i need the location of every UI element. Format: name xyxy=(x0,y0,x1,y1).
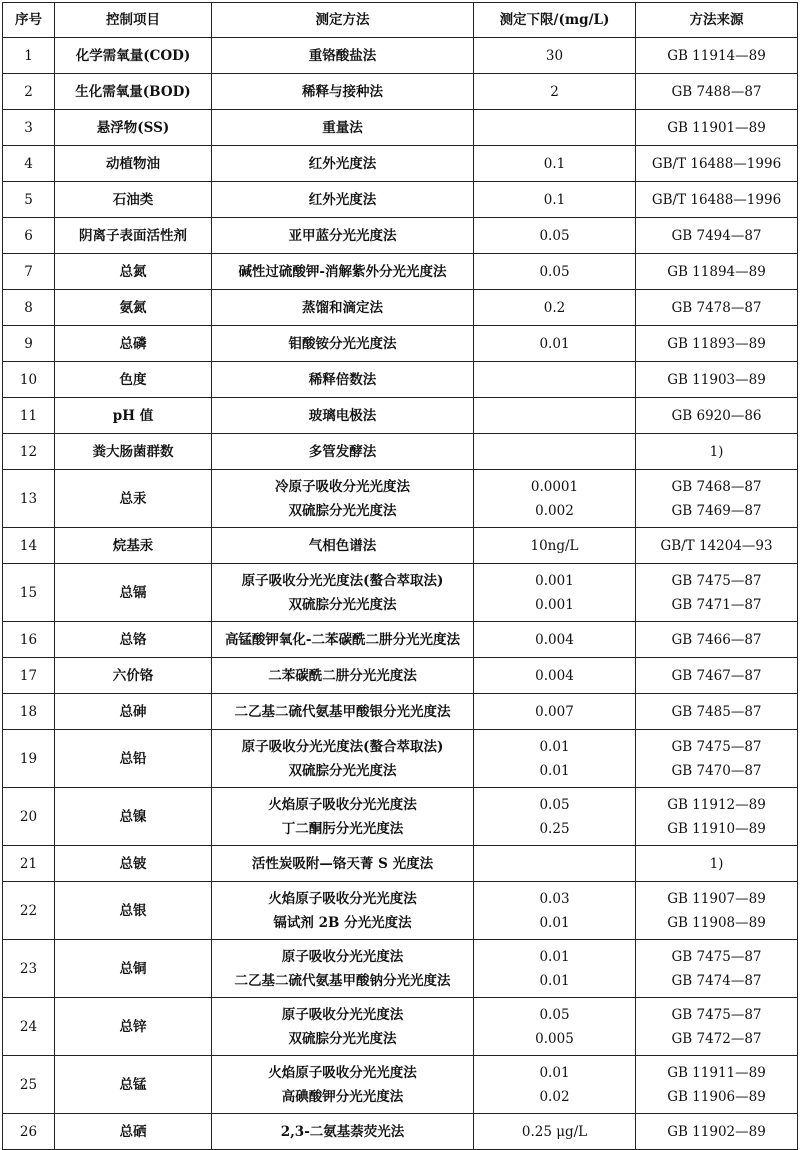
method-source xyxy=(636,218,798,254)
detection-limit xyxy=(474,622,636,658)
control-item: 总铅 xyxy=(55,730,212,788)
detection-limit-line: 0.005 xyxy=(535,1030,574,1047)
method-source-line: GB 11912—89 xyxy=(667,796,766,813)
method-source-line: GB 7475—87 xyxy=(671,948,762,965)
method-source-line: GB 11910—89 xyxy=(667,820,766,837)
header-row xyxy=(3,3,798,38)
control-item: 化学需氧量(COD) xyxy=(55,38,212,74)
method-source-line: GB 11902—89 xyxy=(667,1123,766,1140)
method xyxy=(212,694,474,730)
detection-limit-line: 0.05 xyxy=(539,796,570,813)
detection-limit-line: 0.007 xyxy=(535,703,574,720)
row-number: 1 xyxy=(3,38,55,74)
detection-limit-line: 30 xyxy=(545,47,564,64)
table-row xyxy=(3,110,798,146)
method-line: 双硫腙分光光度法 xyxy=(288,762,397,779)
row-number: 6 xyxy=(3,218,55,254)
method xyxy=(212,254,474,290)
method xyxy=(212,362,474,398)
method-line: 原子吸收分光光度法(螯合萃取法) xyxy=(241,572,444,589)
method-source-line: 1) xyxy=(709,443,724,460)
method-source-line: GB 7468—87 xyxy=(671,478,762,495)
method-line: 原子吸收分光光度法 xyxy=(281,1006,404,1023)
method-source xyxy=(636,146,798,182)
table-row xyxy=(3,1114,798,1150)
row-number: 17 xyxy=(3,658,55,694)
detection-limit xyxy=(474,326,636,362)
detection-limit-line: 0.01 xyxy=(539,738,570,755)
row-number: 16 xyxy=(3,622,55,658)
detection-limit-line: 0.001 xyxy=(535,572,574,589)
control-item: 石油类 xyxy=(55,182,212,218)
table-body xyxy=(3,38,798,1150)
method-source xyxy=(636,74,798,110)
method xyxy=(212,882,474,940)
control-item: 悬浮物(SS) xyxy=(55,110,212,146)
method-source xyxy=(636,1056,798,1114)
table-row xyxy=(3,694,798,730)
detection-limit xyxy=(474,146,636,182)
table-row xyxy=(3,398,798,434)
detection-limit xyxy=(474,254,636,290)
detection-limit xyxy=(474,730,636,788)
control-item: 总汞 xyxy=(55,470,212,528)
row-number: 25 xyxy=(3,1056,55,1114)
table-row xyxy=(3,846,798,882)
detection-limit xyxy=(474,694,636,730)
method-line: 火焰原子吸收分光光度法 xyxy=(268,796,417,813)
control-item: 六价铬 xyxy=(55,658,212,694)
method-source-line: GB 11911—89 xyxy=(667,1064,766,1081)
detection-limit-line: 0.001 xyxy=(535,596,574,613)
control-item: pH 值 xyxy=(55,398,212,434)
table-row xyxy=(3,1056,798,1114)
detection-limit xyxy=(474,218,636,254)
method xyxy=(212,528,474,564)
control-item: 总银 xyxy=(55,882,212,940)
detection-limit xyxy=(474,528,636,564)
method-line: 玻璃电极法 xyxy=(308,407,377,424)
detection-limit-line: 0.05 xyxy=(539,263,570,280)
method-line: 活性炭吸附—铬天菁 S 光度法 xyxy=(251,855,434,872)
control-item: 粪大肠菌群数 xyxy=(55,434,212,470)
method-source-line: GB 11903—89 xyxy=(667,371,766,388)
table-row xyxy=(3,38,798,74)
method-source-line: GB 7466—87 xyxy=(671,631,762,648)
method-source-line: GB 7475—87 xyxy=(671,738,762,755)
detection-limit-line: 0.02 xyxy=(539,1088,570,1105)
method xyxy=(212,146,474,182)
row-number: 7 xyxy=(3,254,55,290)
control-item: 氨氮 xyxy=(55,290,212,326)
method xyxy=(212,470,474,528)
method-source-line: GB 11901—89 xyxy=(667,119,766,136)
method-source-line: GB 7472—87 xyxy=(671,1030,762,1047)
detection-limit-line: 0.01 xyxy=(539,762,570,779)
method xyxy=(212,218,474,254)
row-number: 19 xyxy=(3,730,55,788)
method-source-line: GB 7470—87 xyxy=(671,762,762,779)
row-number: 8 xyxy=(3,290,55,326)
table-row xyxy=(3,290,798,326)
control-item: 总锰 xyxy=(55,1056,212,1114)
table-row xyxy=(3,658,798,694)
method-line: 蒸馏和滴定法 xyxy=(302,299,383,316)
detection-limit xyxy=(474,398,636,434)
row-number: 9 xyxy=(3,326,55,362)
row-number: 15 xyxy=(3,564,55,622)
method-line: 红外光度法 xyxy=(308,191,377,208)
standards-table xyxy=(2,2,798,1150)
method-line: 高碘酸钾分光光度法 xyxy=(281,1088,404,1105)
method-line: 双硫腙分光光度法 xyxy=(288,1030,397,1047)
method-line: 碱性过硫酸钾-消解紫外分光光度法 xyxy=(238,263,447,280)
method-line: 二乙基二硫代氨基甲酸钠分光光度法 xyxy=(234,972,451,989)
method-line: 原子吸收分光光度法 xyxy=(281,948,404,965)
method-source-line: GB/T 14204—93 xyxy=(660,537,773,554)
method-line: 冷原子吸收分光光度法 xyxy=(275,478,410,495)
table-row xyxy=(3,564,798,622)
row-number: 21 xyxy=(3,846,55,882)
row-number: 11 xyxy=(3,398,55,434)
method-source xyxy=(636,110,798,146)
method-source xyxy=(636,730,798,788)
detection-limit-line: 0.0001 xyxy=(530,478,579,495)
detection-limit-line: 0.01 xyxy=(539,914,570,931)
row-number: 3 xyxy=(3,110,55,146)
detection-limit-line: 0.2 xyxy=(543,299,566,316)
method-line: 气相色谱法 xyxy=(308,537,377,554)
detection-limit xyxy=(474,38,636,74)
control-item: 总锌 xyxy=(55,998,212,1056)
method-line: 双硫腙分光光度法 xyxy=(288,596,397,613)
method xyxy=(212,730,474,788)
method-source-line: GB 7485—87 xyxy=(671,703,762,720)
method-line: 高锰酸钾氧化-二苯碳酰二肼分光光度法 xyxy=(224,631,461,648)
method-source-line: GB 6920—86 xyxy=(671,407,762,424)
table-row xyxy=(3,218,798,254)
method-source-line: GB 11914—89 xyxy=(667,47,766,64)
detection-limit-line: 0.1 xyxy=(543,191,566,208)
detection-limit-line: 0.01 xyxy=(539,948,570,965)
method-source-line: GB 7475—87 xyxy=(671,572,762,589)
table-row xyxy=(3,254,798,290)
detection-limit-line: 0.03 xyxy=(539,890,570,907)
method-source-line: GB/T 16488—1996 xyxy=(651,191,782,208)
method-source xyxy=(636,434,798,470)
method xyxy=(212,326,474,362)
method-source xyxy=(636,528,798,564)
method-source-line: GB 7475—87 xyxy=(671,1006,762,1023)
method-line: 原子吸收分光光度法(螯合萃取法) xyxy=(241,738,444,755)
method xyxy=(212,658,474,694)
detection-limit-line: 0.004 xyxy=(535,631,574,648)
method xyxy=(212,564,474,622)
control-item: 烷基汞 xyxy=(55,528,212,564)
row-number: 20 xyxy=(3,788,55,846)
method-line: 火焰原子吸收分光光度法 xyxy=(268,890,417,907)
detection-limit-line: 0.01 xyxy=(539,972,570,989)
method xyxy=(212,38,474,74)
detection-limit-line: 0.25 μg/L xyxy=(521,1123,588,1140)
method-source-line: GB 11894—89 xyxy=(667,263,766,280)
table-row xyxy=(3,882,798,940)
detection-limit xyxy=(474,940,636,998)
row-number: 23 xyxy=(3,940,55,998)
method-source xyxy=(636,658,798,694)
table-row xyxy=(3,362,798,398)
method xyxy=(212,398,474,434)
method-source xyxy=(636,622,798,658)
method-line: 重量法 xyxy=(322,119,363,136)
row-number: 24 xyxy=(3,998,55,1056)
method xyxy=(212,1056,474,1114)
control-item: 总氮 xyxy=(55,254,212,290)
header-item: 控制项目 xyxy=(55,3,212,38)
row-number: 13 xyxy=(3,470,55,528)
method-source xyxy=(636,254,798,290)
table-row xyxy=(3,74,798,110)
table-row xyxy=(3,528,798,564)
table-row xyxy=(3,470,798,528)
table-row xyxy=(3,622,798,658)
detection-limit-line: 0.25 xyxy=(539,820,570,837)
detection-limit xyxy=(474,74,636,110)
method-source xyxy=(636,694,798,730)
method-line: 双硫腙分光光度法 xyxy=(288,502,397,519)
method xyxy=(212,1114,474,1150)
detection-limit-line: 0.002 xyxy=(535,502,574,519)
row-number: 14 xyxy=(3,528,55,564)
method xyxy=(212,622,474,658)
method-source-line: GB 11906—89 xyxy=(667,1088,766,1105)
detection-limit xyxy=(474,846,636,882)
method-source-line: GB 7469—87 xyxy=(671,502,762,519)
header-no: 序号 xyxy=(3,3,55,38)
detection-limit xyxy=(474,788,636,846)
method xyxy=(212,110,474,146)
detection-limit-line: 0.004 xyxy=(535,667,574,684)
method-line: 二乙基二硫代氨基甲酸银分光光度法 xyxy=(234,703,451,720)
table-row xyxy=(3,434,798,470)
detection-limit xyxy=(474,564,636,622)
method-source-line: GB 7467—87 xyxy=(671,667,762,684)
detection-limit xyxy=(474,434,636,470)
method-source-line: GB 7471—87 xyxy=(671,596,762,613)
method-source xyxy=(636,182,798,218)
detection-limit-line: 0.05 xyxy=(539,227,570,244)
detection-limit xyxy=(474,658,636,694)
detection-limit-line: 0.1 xyxy=(543,155,566,172)
detection-limit xyxy=(474,882,636,940)
detection-limit xyxy=(474,998,636,1056)
detection-limit xyxy=(474,1114,636,1150)
method xyxy=(212,846,474,882)
method-source-line: GB 7494—87 xyxy=(671,227,762,244)
header-method: 测定方法 xyxy=(212,3,474,38)
method-line: 重铬酸盐法 xyxy=(308,47,377,64)
method-line: 丁二酮肟分光光度法 xyxy=(281,820,404,837)
row-number: 12 xyxy=(3,434,55,470)
detection-limit-line: 0.01 xyxy=(539,335,570,352)
detection-limit xyxy=(474,290,636,326)
table-row xyxy=(3,998,798,1056)
table-row xyxy=(3,730,798,788)
row-number: 2 xyxy=(3,74,55,110)
method-source xyxy=(636,940,798,998)
method-source-line: 1) xyxy=(709,855,724,872)
control-item: 阴离子表面活性剂 xyxy=(55,218,212,254)
detection-limit-line: 0.05 xyxy=(539,1006,570,1023)
method xyxy=(212,788,474,846)
method xyxy=(212,182,474,218)
control-item: 总铜 xyxy=(55,940,212,998)
detection-limit xyxy=(474,182,636,218)
method xyxy=(212,74,474,110)
method-source-line: GB 7488—87 xyxy=(671,83,762,100)
method-line: 红外光度法 xyxy=(308,155,377,172)
control-item: 总磷 xyxy=(55,326,212,362)
method-source-line: GB 7478—87 xyxy=(671,299,762,316)
row-number: 5 xyxy=(3,182,55,218)
detection-limit xyxy=(474,110,636,146)
control-item: 总镍 xyxy=(55,788,212,846)
method-source xyxy=(636,882,798,940)
method xyxy=(212,434,474,470)
row-number: 10 xyxy=(3,362,55,398)
detection-limit-line: 2 xyxy=(550,83,559,100)
method-line: 亚甲蓝分光光度法 xyxy=(288,227,397,244)
control-item: 总铬 xyxy=(55,622,212,658)
header-limit: 测定下限/(mg/L) xyxy=(474,3,636,38)
method-line: 二苯碳酰二肼分光光度法 xyxy=(268,667,417,684)
detection-limit-line: 10ng/L xyxy=(530,537,579,554)
row-number: 26 xyxy=(3,1114,55,1150)
method-source-line: GB 7474—87 xyxy=(671,972,762,989)
detection-limit xyxy=(474,1056,636,1114)
detection-limit-line: 0.01 xyxy=(539,1064,570,1081)
method-source xyxy=(636,290,798,326)
method-line: 钼酸铵分光光度法 xyxy=(288,335,397,352)
method-source xyxy=(636,326,798,362)
detection-limit xyxy=(474,362,636,398)
method-source-line: GB 11907—89 xyxy=(667,890,766,907)
method-source xyxy=(636,398,798,434)
method-source-line: GB 11893—89 xyxy=(667,335,766,352)
method-line: 镉试剂 2B 分光光度法 xyxy=(273,914,412,931)
method-source-line: GB/T 16488—1996 xyxy=(651,155,782,172)
table-row xyxy=(3,788,798,846)
header-source: 方法来源 xyxy=(636,3,798,38)
method xyxy=(212,940,474,998)
detection-limit xyxy=(474,470,636,528)
method-line: 稀释倍数法 xyxy=(308,371,377,388)
control-item: 动植物油 xyxy=(55,146,212,182)
method-line: 2,3-二氨基萘荧光法 xyxy=(280,1123,405,1140)
control-item: 总硒 xyxy=(55,1114,212,1150)
method-source xyxy=(636,846,798,882)
method-line: 稀释与接种法 xyxy=(302,83,383,100)
table-row xyxy=(3,940,798,998)
method-source-line: GB 11908—89 xyxy=(667,914,766,931)
row-number: 18 xyxy=(3,694,55,730)
control-item: 总镉 xyxy=(55,564,212,622)
control-item: 总铍 xyxy=(55,846,212,882)
method-source xyxy=(636,362,798,398)
control-item: 总砷 xyxy=(55,694,212,730)
table-row xyxy=(3,146,798,182)
table-row xyxy=(3,182,798,218)
method-source xyxy=(636,38,798,74)
method-source xyxy=(636,470,798,528)
control-item: 生化需氧量(BOD) xyxy=(55,74,212,110)
row-number: 4 xyxy=(3,146,55,182)
control-item: 色度 xyxy=(55,362,212,398)
method xyxy=(212,290,474,326)
method-source xyxy=(636,998,798,1056)
method-source xyxy=(636,788,798,846)
method-line: 火焰原子吸收分光光度法 xyxy=(268,1064,417,1081)
method-source xyxy=(636,1114,798,1150)
method-source xyxy=(636,564,798,622)
method xyxy=(212,998,474,1056)
table-row xyxy=(3,326,798,362)
method-line: 多管发酵法 xyxy=(308,443,377,460)
row-number: 22 xyxy=(3,882,55,940)
